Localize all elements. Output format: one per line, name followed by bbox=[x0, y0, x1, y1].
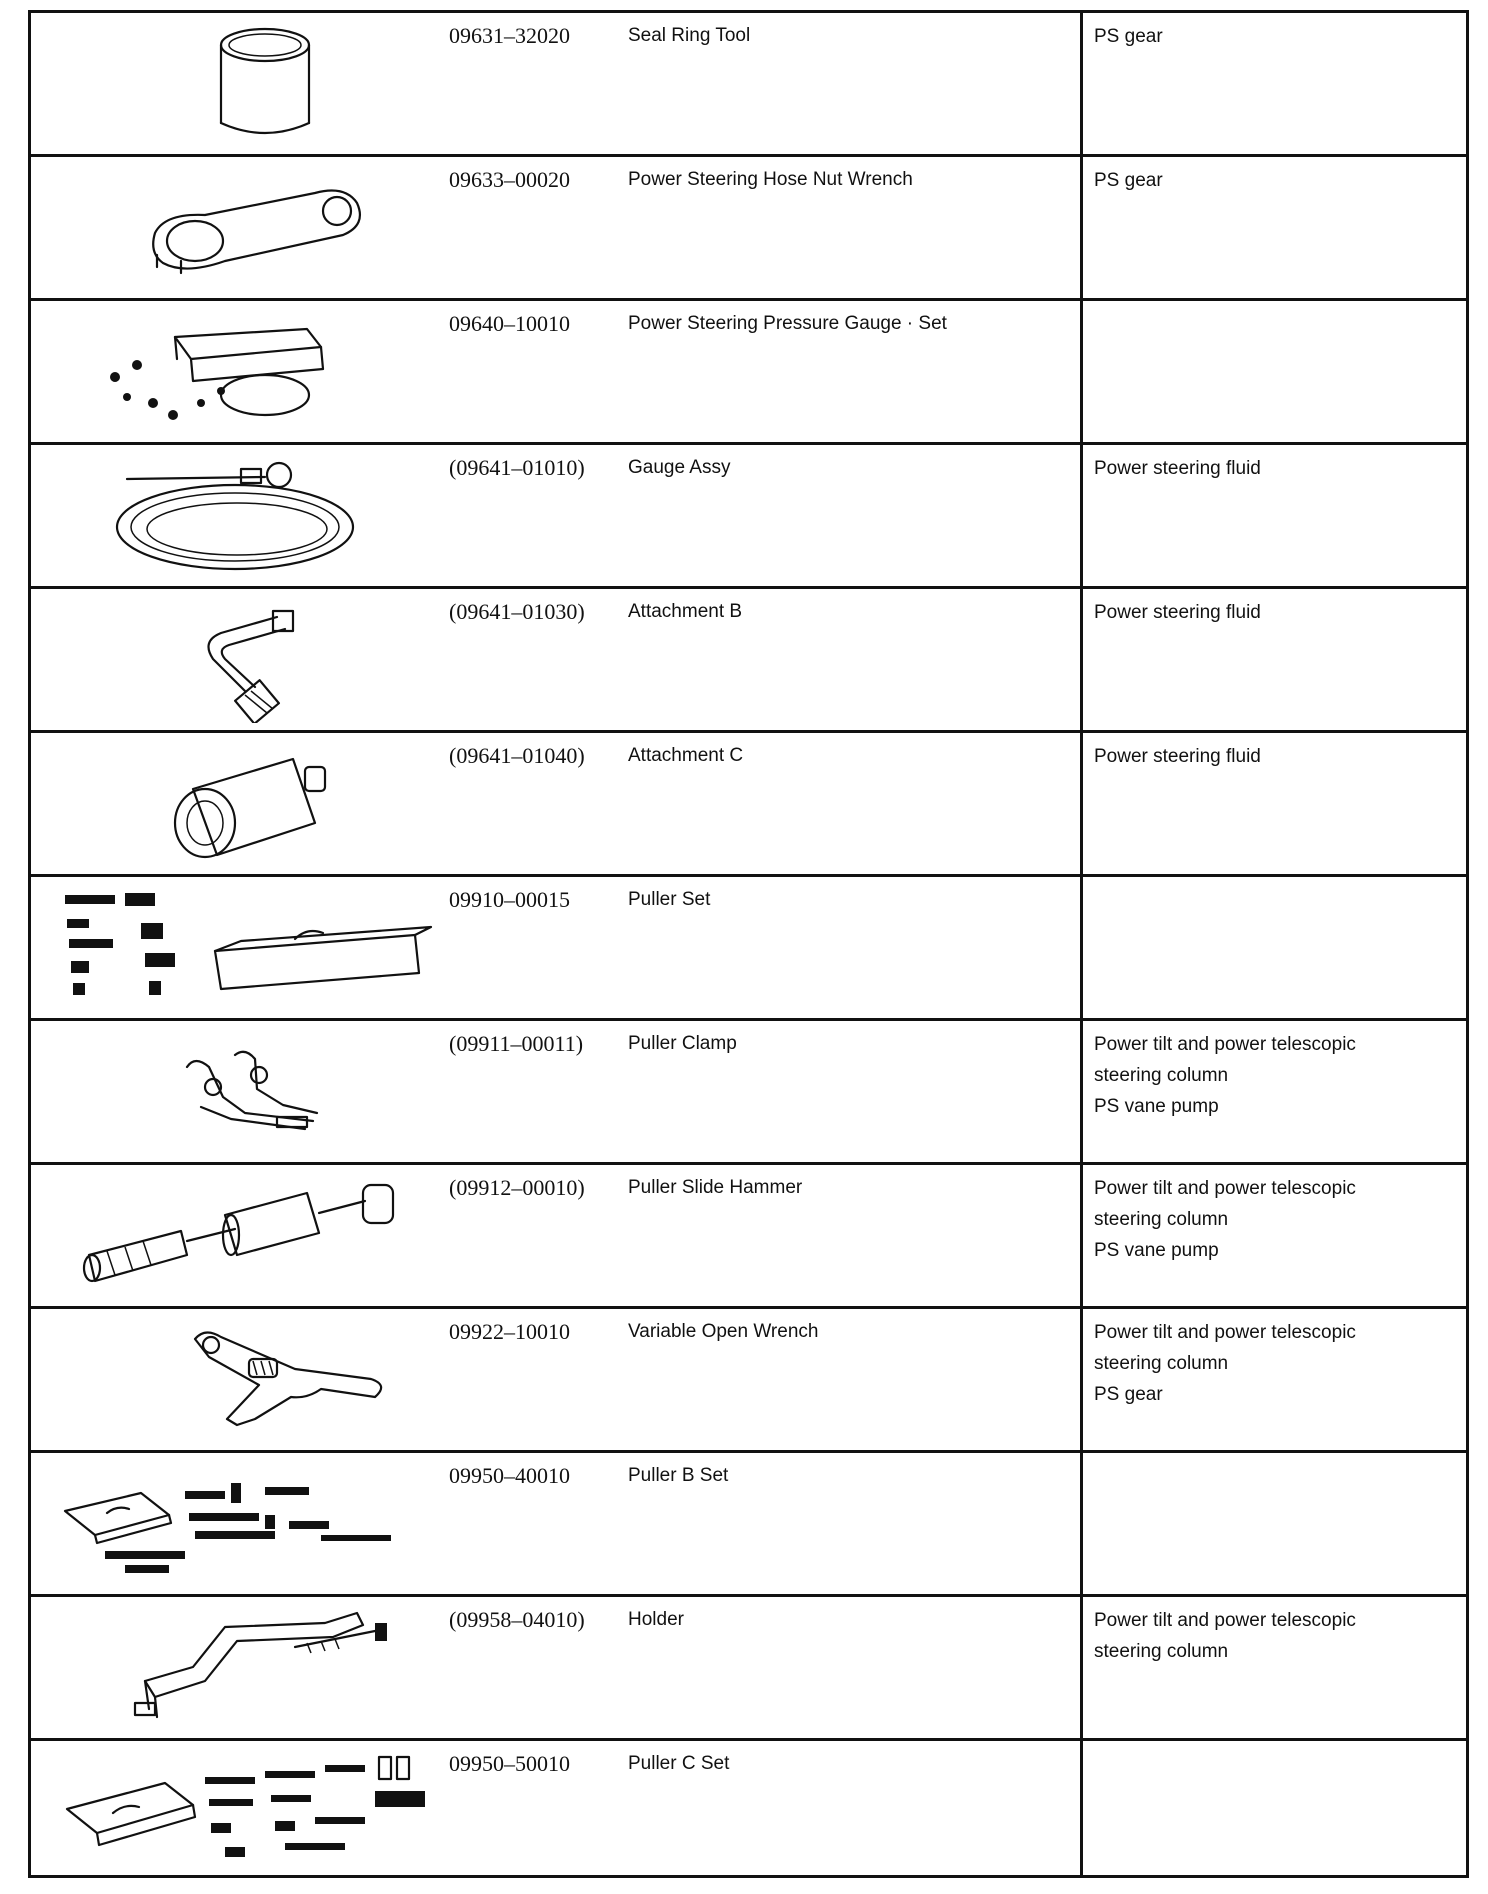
table-row bbox=[31, 1597, 1466, 1741]
tool-name: Puller Slide Hammer bbox=[628, 1177, 803, 1198]
tool-name: Power Steering Hose Nut Wrench bbox=[628, 169, 913, 190]
puller-clamp-illustration bbox=[45, 1027, 445, 1155]
tool-name: Power Steering Pressure Gauge · Set bbox=[628, 313, 947, 334]
seal-ring-tool-illustration bbox=[45, 19, 445, 147]
puller-slide-hammer-illustration bbox=[45, 1171, 445, 1299]
usage-line: steering column bbox=[1094, 1641, 1229, 1662]
column-divider bbox=[1080, 1309, 1083, 1450]
table-row bbox=[31, 1165, 1466, 1309]
puller-b-set-illustration bbox=[45, 1459, 445, 1587]
table-row bbox=[31, 1021, 1466, 1165]
table-row bbox=[31, 157, 1466, 301]
part-number: (09912–00010) bbox=[449, 1175, 585, 1200]
usage-line: PS gear bbox=[1094, 1384, 1163, 1405]
hose-nut-wrench-illustration bbox=[45, 163, 445, 291]
column-divider bbox=[1080, 445, 1083, 586]
tool-name: Variable Open Wrench bbox=[628, 1321, 819, 1342]
column-divider bbox=[1080, 13, 1083, 154]
usage-line: PS gear bbox=[1094, 26, 1163, 47]
usage-line: steering column bbox=[1094, 1065, 1229, 1086]
column-divider bbox=[1080, 301, 1083, 442]
usage-line: Power steering fluid bbox=[1094, 458, 1261, 479]
usage-cell bbox=[1094, 1605, 1464, 1667]
part-number: 09922–10010 bbox=[449, 1319, 570, 1344]
usage-cell bbox=[1094, 453, 1464, 484]
tool-name: Attachment C bbox=[628, 745, 744, 766]
table-row bbox=[31, 445, 1466, 589]
table-row bbox=[31, 1309, 1466, 1453]
gauge-assy-illustration bbox=[45, 451, 445, 579]
table-row bbox=[31, 13, 1466, 157]
variable-open-wrench-illustration bbox=[45, 1315, 445, 1443]
part-number: 09910–00015 bbox=[449, 887, 570, 912]
tool-name: Puller C Set bbox=[628, 1753, 730, 1774]
usage-cell bbox=[1094, 21, 1464, 52]
usage-cell bbox=[1094, 1317, 1464, 1410]
usage-cell bbox=[1094, 741, 1464, 772]
part-number: (09911–00011) bbox=[449, 1031, 584, 1056]
attachment-b-illustration bbox=[45, 595, 445, 723]
puller-set-illustration bbox=[45, 883, 445, 1011]
part-number: (09641–01010) bbox=[449, 455, 585, 480]
usage-line: steering column bbox=[1094, 1209, 1229, 1230]
column-divider bbox=[1080, 877, 1083, 1018]
column-divider bbox=[1080, 1021, 1083, 1162]
table-row bbox=[31, 877, 1466, 1021]
usage-line: Power tilt and power telescopic bbox=[1094, 1322, 1356, 1343]
attachment-c-illustration bbox=[45, 739, 445, 867]
usage-line: Power tilt and power telescopic bbox=[1094, 1178, 1356, 1199]
column-divider bbox=[1080, 1741, 1083, 1878]
column-divider bbox=[1080, 733, 1083, 874]
table-row bbox=[31, 1741, 1466, 1878]
tool-name: Puller Set bbox=[628, 889, 711, 910]
part-number: (09641–01030) bbox=[449, 599, 585, 624]
usage-line: Power tilt and power telescopic bbox=[1094, 1034, 1356, 1055]
part-number: 09950–40010 bbox=[449, 1463, 570, 1488]
tool-name: Seal Ring Tool bbox=[628, 25, 751, 46]
part-number: (09958–04010) bbox=[449, 1607, 585, 1632]
usage-line: PS vane pump bbox=[1094, 1240, 1219, 1261]
table-row bbox=[31, 589, 1466, 733]
usage-line: Power steering fluid bbox=[1094, 602, 1261, 623]
column-divider bbox=[1080, 1165, 1083, 1306]
table-row bbox=[31, 301, 1466, 445]
part-number: 09640–10010 bbox=[449, 311, 570, 336]
puller-c-set-illustration bbox=[45, 1747, 445, 1875]
holder-illustration bbox=[45, 1603, 445, 1731]
usage-line: PS vane pump bbox=[1094, 1096, 1219, 1117]
tool-name: Attachment B bbox=[628, 601, 743, 622]
table-row bbox=[31, 1453, 1466, 1597]
column-divider bbox=[1080, 589, 1083, 730]
usage-line: PS gear bbox=[1094, 170, 1163, 191]
column-divider bbox=[1080, 1597, 1083, 1738]
tool-name: Puller B Set bbox=[628, 1465, 729, 1486]
part-number: 09631–32020 bbox=[449, 23, 570, 48]
usage-cell bbox=[1094, 1173, 1464, 1266]
usage-cell bbox=[1094, 1029, 1464, 1122]
usage-line: Power tilt and power telescopic bbox=[1094, 1610, 1356, 1631]
column-divider bbox=[1080, 157, 1083, 298]
usage-cell bbox=[1094, 165, 1464, 196]
pressure-gauge-set-illustration bbox=[45, 307, 445, 435]
part-number: (09641–01040) bbox=[449, 743, 585, 768]
tool-name: Gauge Assy bbox=[628, 457, 731, 478]
usage-line: Power steering fluid bbox=[1094, 746, 1261, 767]
column-divider bbox=[1080, 1453, 1083, 1594]
tool-name: Holder bbox=[628, 1609, 684, 1630]
sst-table bbox=[28, 10, 1469, 1878]
part-number: 09633–00020 bbox=[449, 167, 570, 192]
usage-cell bbox=[1094, 597, 1464, 628]
usage-line: steering column bbox=[1094, 1353, 1229, 1374]
part-number: 09950–50010 bbox=[449, 1751, 570, 1776]
tool-name: Puller Clamp bbox=[628, 1033, 737, 1054]
table-row bbox=[31, 733, 1466, 877]
